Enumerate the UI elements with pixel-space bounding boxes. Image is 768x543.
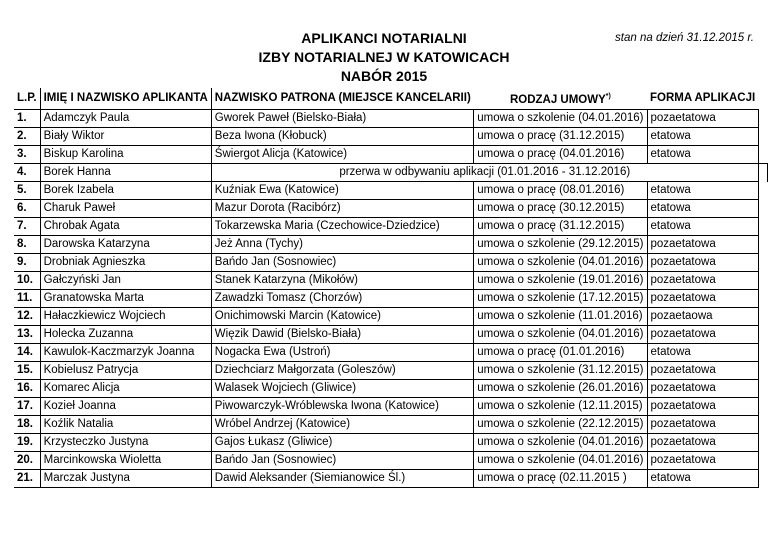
- cell-name: Borek Hanna: [40, 164, 211, 182]
- cell-contract: umowa o szkolenie (12.11.2015): [474, 398, 647, 416]
- table-row: [14, 344, 768, 362]
- cell-contract: umowa o szkolenie (04.01.2016): [474, 326, 647, 344]
- cell-form-empty: [758, 164, 767, 182]
- cell-contract: umowa o szkolenie (22.12.2015): [474, 416, 647, 434]
- cell-form: pozaetatowa: [647, 416, 758, 434]
- cell-name: Kozieł Joanna: [40, 398, 211, 416]
- header-patron: NAZWISKO PATRONA (MIEJSCE KANCELARII): [214, 92, 471, 104]
- cell-name: Biskup Karolina: [40, 146, 211, 164]
- cell-patron: Zawadzki Tomasz (Chorzów): [211, 290, 473, 308]
- cell-lp: 1.: [14, 110, 40, 128]
- table-row: [14, 434, 768, 452]
- cell-name: Hałaczkiewicz Wojciech: [40, 308, 211, 326]
- cell-name: Gałczyński Jan: [40, 272, 211, 290]
- table-row: [14, 182, 768, 200]
- cell-form: pozaetatowa: [647, 236, 758, 254]
- cell-lp: 8.: [14, 236, 40, 254]
- cell-lp: 12.: [14, 308, 40, 326]
- cell-patron: Świergot Alicja (Katowice): [211, 146, 473, 164]
- cell-name: Komarec Alicja: [40, 380, 211, 398]
- cell-lp: 7.: [14, 218, 40, 236]
- cell-contract: umowa o szkolenie (26.01.2016): [474, 380, 647, 398]
- table-row: [14, 200, 768, 218]
- cell-name: Kawulok-Kaczmarzyk Joanna: [40, 344, 211, 362]
- cell-contract: umowa o szkolenie (19.01.2016): [474, 272, 647, 290]
- cell-patron: Beza Iwona (Kłobuck): [211, 128, 473, 146]
- cell-patron: Jeż Anna (Tychy): [211, 236, 473, 254]
- cell-patron: Piwowarczyk-Wróblewska Iwona (Katowice): [211, 398, 473, 416]
- cell-patron: Bańdo Jan (Sosnowiec): [211, 452, 473, 470]
- cell-lp: 15.: [14, 362, 40, 380]
- header-contract-mark: *): [605, 93, 611, 100]
- cell-lp: 17.: [14, 398, 40, 416]
- table-row: [14, 326, 768, 344]
- applicants-table: [14, 88, 768, 488]
- cell-lp: 6.: [14, 200, 40, 218]
- cell-contract: umowa o szkolenie (11.01.2016): [474, 308, 647, 326]
- cell-form: etatowa: [647, 128, 758, 146]
- table-row: [14, 254, 768, 272]
- cell-name: Granatowska Marta: [40, 290, 211, 308]
- cell-name: Darowska Katarzyna: [40, 236, 211, 254]
- cell-name: Marcinkowska Wioletta: [40, 452, 211, 470]
- cell-patron: Kuźniak Ewa (Katowice): [211, 182, 473, 200]
- header-contract-label: RODZAJ UMOWY: [509, 94, 606, 106]
- cell-contract: umowa o szkolenie (17.12.2015): [474, 290, 647, 308]
- cell-name: Drobniak Agnieszka: [40, 254, 211, 272]
- cell-contract: umowa o szkolenie (04.01.2016): [474, 434, 647, 452]
- cell-lp: 5.: [14, 182, 40, 200]
- cell-name: Biały Wiktor: [40, 128, 211, 146]
- table-row: [14, 398, 768, 416]
- cell-lp: 2.: [14, 128, 40, 146]
- header-lp: L.P.: [14, 88, 40, 110]
- cell-name: Koźlik Natalia: [40, 416, 211, 434]
- table-header-row: [14, 88, 768, 110]
- cell-lp: 16.: [14, 380, 40, 398]
- table-row: [14, 452, 768, 470]
- table-row: [14, 416, 768, 434]
- cell-patron: Nogacka Ewa (Ustroń): [211, 344, 473, 362]
- table-row: [14, 470, 768, 488]
- cell-lp: 3.: [14, 146, 40, 164]
- cell-name: Chrobak Agata: [40, 218, 211, 236]
- cell-patron: Mazur Dorota (Racibórz): [211, 200, 473, 218]
- cell-note: przerwa w odbywaniu aplikacji (01.01.2016 - 31.12.2016): [211, 164, 758, 182]
- cell-form: etatowa: [647, 344, 758, 362]
- table-row: [14, 308, 768, 326]
- cell-form: etatowa: [647, 470, 758, 488]
- cell-contract: umowa o pracę (02.11.2015 ): [474, 470, 647, 488]
- cell-lp: 21.: [14, 470, 40, 488]
- cell-patron: Stanek Katarzyna (Mikołów): [211, 272, 473, 290]
- cell-lp: 10.: [14, 272, 40, 290]
- cell-contract: umowa o pracę (30.12.2015): [474, 200, 647, 218]
- table-row: [14, 362, 768, 380]
- table-row: [14, 272, 768, 290]
- cell-lp: 14.: [14, 344, 40, 362]
- page-title-line2: IZBY NOTARIALNEJ W KATOWICACH: [258, 49, 510, 65]
- table-row: [14, 380, 768, 398]
- cell-patron: Wróbel Andrzej (Katowice): [211, 416, 473, 434]
- table-row: [14, 128, 768, 146]
- cell-patron: Onichimowski Marcin (Katowice): [211, 308, 473, 326]
- cell-form: etatowa: [647, 218, 758, 236]
- cell-name: Krzysteczko Justyna: [40, 434, 211, 452]
- cell-patron: Gajos Łukasz (Gliwice): [211, 434, 473, 452]
- table-row: [14, 236, 768, 254]
- table-row: [14, 218, 768, 236]
- table-row: [14, 164, 768, 182]
- cell-patron: Tokarzewska Maria (Czechowice-Dziedzice): [211, 218, 473, 236]
- cell-contract: umowa o pracę (31.12.2015): [474, 218, 647, 236]
- cell-form: pozaetatowa: [647, 380, 758, 398]
- cell-patron: Więzik Dawid (Bielsko-Biała): [211, 326, 473, 344]
- cell-form: etatowa: [647, 146, 758, 164]
- table-row: [14, 290, 768, 308]
- cell-name: Holecka Zuzanna: [40, 326, 211, 344]
- cell-form: pozaetatowa: [647, 362, 758, 380]
- cell-patron: Dziechciarz Małgorzata (Goleszów): [211, 362, 473, 380]
- cell-form: pozaetatowa: [647, 272, 758, 290]
- cell-form: pozaetatowa: [647, 452, 758, 470]
- cell-form: pozaetaowa: [647, 308, 758, 326]
- cell-form: etatowa: [647, 200, 758, 218]
- cell-contract: umowa o szkolenie (04.01.2016): [474, 254, 647, 272]
- cell-patron: Bańdo Jan (Sosnowiec): [211, 254, 473, 272]
- cell-lp: 11.: [14, 290, 40, 308]
- cell-form: pozaetatowa: [647, 110, 758, 128]
- cell-name: Marczak Justyna: [40, 470, 211, 488]
- cell-patron: Walasek Wojciech (Gliwice): [211, 380, 473, 398]
- table-row: [14, 146, 768, 164]
- cell-form: pozaetatowa: [647, 326, 758, 344]
- table-body: [14, 110, 768, 488]
- cell-lp: 4.: [14, 164, 40, 182]
- cell-contract: umowa o pracę (01.01.2016): [474, 344, 647, 362]
- cell-patron: Gworek Paweł (Bielsko-Biała): [211, 110, 473, 128]
- cell-name: Borek Izabela: [40, 182, 211, 200]
- cell-form: pozaetatowa: [647, 434, 758, 452]
- cell-lp: 18.: [14, 416, 40, 434]
- cell-form: pozaetatowa: [647, 398, 758, 416]
- header-form: FORMA APLIKACJI: [650, 92, 756, 104]
- cell-lp: 20.: [14, 452, 40, 470]
- page-title-line3: NABÓR 2015: [340, 68, 428, 84]
- cell-contract: umowa o pracę (08.01.2016): [474, 182, 647, 200]
- cell-name: Charuk Paweł: [40, 200, 211, 218]
- cell-contract: umowa o pracę (04.01.2016): [474, 146, 647, 164]
- cell-patron: Dawid Aleksander (Siemianowice Śl.): [211, 470, 473, 488]
- cell-form: etatowa: [647, 182, 758, 200]
- cell-form: pozaetatowa: [647, 290, 758, 308]
- cell-contract: umowa o szkolenie (31.12.2015): [474, 362, 647, 380]
- cell-contract: umowa o szkolenie (29.12.2015): [474, 236, 647, 254]
- cell-name: Adamczyk Paula: [40, 110, 211, 128]
- cell-lp: 19.: [14, 434, 40, 452]
- cell-contract: umowa o pracę (31.12.2015): [474, 128, 647, 146]
- page-title-line1: APLIKANCI NOTARIALNI: [301, 30, 467, 46]
- date-stamp: stan na dzień 31.12.2015 r.: [615, 32, 754, 44]
- cell-contract: umowa o szkolenie (04.01.2016): [474, 110, 647, 128]
- header-name: IMIĘ I NAZWISKO APLIKANTA: [40, 88, 211, 110]
- cell-lp: 13.: [14, 326, 40, 344]
- table-row: [14, 110, 768, 128]
- header-contract: [474, 88, 647, 110]
- cell-form: pozaetatowa: [647, 254, 758, 272]
- cell-lp: 9.: [14, 254, 40, 272]
- cell-contract: umowa o szkolenie (04.01.2016): [474, 452, 647, 470]
- cell-name: Kobielusz Patrycja: [40, 362, 211, 380]
